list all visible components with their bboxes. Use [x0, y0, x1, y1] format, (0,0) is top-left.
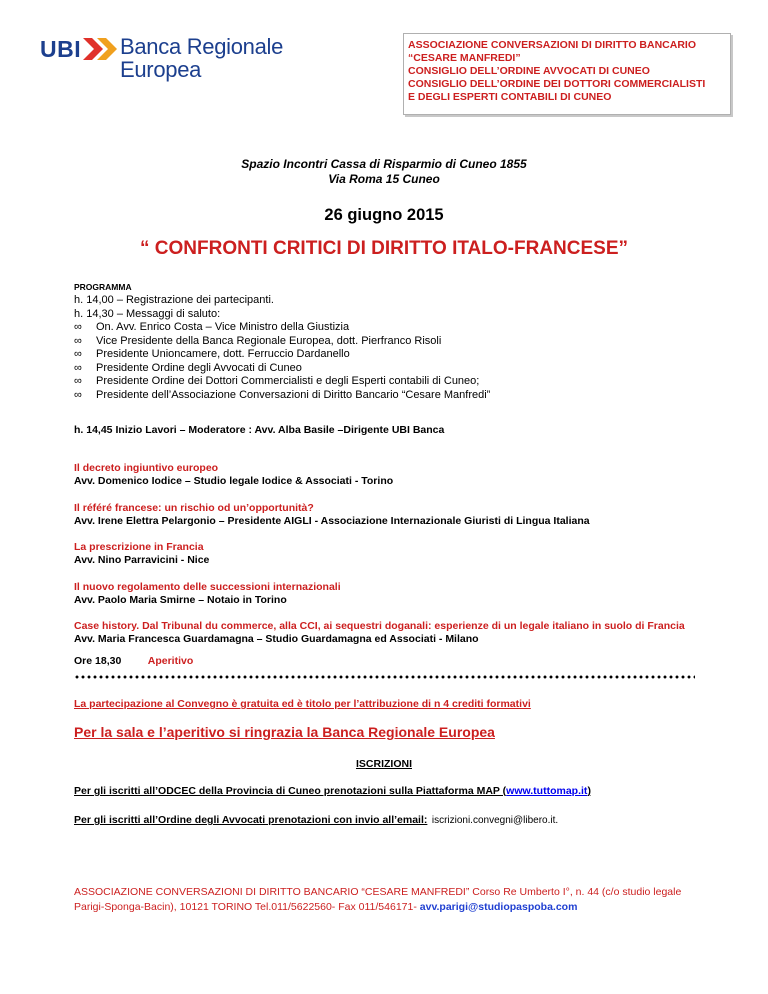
talk-topic: La prescrizione in Francia	[74, 541, 204, 553]
inizio-lavori: h. 14,45 Inizio Lavori – Moderatore : Avv. Alba Basile –Dirigente UBI Banca	[74, 424, 445, 436]
programma-label: PROGRAMMA	[74, 282, 132, 292]
ubi-logo	[40, 30, 310, 82]
iscrizioni-email[interactable]: iscrizioni.convegni@libero.it.	[431, 815, 559, 826]
organizer-line: “CESARE MANFREDI”	[408, 52, 521, 64]
greeting-item: ∞ Presidente dell’Associazione Conversazioni di Diritto Bancario “Cesare Manfredi”	[74, 388, 491, 401]
talk-topic: Il référé francese: un rischio od un’opportunità?	[74, 502, 314, 514]
greeting-item: ∞ Presidente Ordine degli Avvocati di Cuneo	[74, 361, 302, 374]
logo-bank-name: Banca Regionale Europea	[120, 34, 284, 82]
tuttomap-link[interactable]: www.tuttomap.it	[506, 785, 588, 797]
infinity-bullet-icon: ∞	[74, 348, 82, 360]
crediti-note: La partecipazione al Convegno è gratuita ed è titolo per l’attribuzione di n 4 crediti formativi	[74, 698, 531, 710]
talk-topic: Il decreto ingiuntivo europeo	[74, 462, 219, 474]
infinity-bullet-icon: ∞	[74, 361, 82, 374]
aperitivo-row	[74, 653, 193, 668]
infinity-bullet-icon: ∞	[74, 375, 82, 387]
talk	[74, 502, 590, 528]
event-title: “ CONFRONTI CRITICI DI DIRITTO ITALO-FRANCESE”	[140, 238, 628, 259]
greeting-item: ∞ Presidente Ordine dei Dottori Commercialisti e degli Esperti contabili di Cuneo;	[74, 375, 480, 387]
iscrizioni-heading: ISCRIZIONI	[355, 758, 412, 770]
talk-speaker: Avv. Domenico Iodice – Studio legale Iodice & Associati - Torino	[74, 475, 394, 487]
venue: Spazio Incontri Cassa di Risparmio di Cuneo 1855 Via Roma 15 Cuneo	[241, 157, 527, 186]
organizer-line: ASSOCIAZIONE CONVERSAZIONI DI DIRITTO BANCARIO	[408, 39, 696, 51]
talk-speaker: Avv. Nino Parravicini - Nice	[74, 554, 210, 566]
talk	[74, 541, 209, 567]
iscrizioni-avvocati: Per gli iscritti all’Ordine degli Avvocati prenotazioni con invio all’email: iscrizioni.convegni@libero.it.	[74, 814, 559, 826]
talk-speaker: Avv. Maria Francesca Guardamagna – Studio Guardamagna ed Associati - Milano	[74, 633, 479, 645]
organizer-line: E DEGLI ESPERTI CONTABILI DI CUNEO	[408, 91, 612, 103]
programma-line: h. 14,00 – Registrazione dei partecipanti.	[74, 294, 274, 306]
event-date: 26 giugno 2015	[324, 206, 444, 224]
infinity-bullet-icon: ∞	[74, 334, 82, 347]
talk	[74, 620, 685, 646]
aperitivo-time: Ore 18,30	[74, 655, 122, 667]
talk	[74, 462, 393, 488]
ringrazia-note: Per la sala e l’aperitivo si ringrazia la Banca Regionale Europea	[74, 724, 495, 740]
talk-topic: Il nuovo regolamento delle successioni internazionali	[74, 581, 341, 593]
logo-arrows-icon	[83, 36, 117, 62]
footer-address: ASSOCIAZIONE CONVERSAZIONI DI DIRITTO BANCARIO “CESARE MANFREDI” Corso Re Umberto I°, n. 44 (c/o studio legale Parigi-Sponga-Bacin), 10121 TORINO Tel.011/5622560- Fax 011/546171- avv.parigi@studiopaspoba.com	[74, 886, 682, 913]
talk-speaker: Avv. Irene Elettra Pelargonio – Presidente AIGLI - Associazione Internazionale Giuristi di Lingua Italiana	[74, 515, 590, 527]
programma-list	[74, 294, 490, 402]
talk-topic: Case history. Dal Tribunal du commerce, alla CCI, ai sequestri doganali: esperienze di un legale italiano in suolo di Francia	[74, 620, 685, 632]
infinity-bullet-icon: ∞	[74, 321, 82, 333]
talk-speaker: Avv. Paolo Maria Smirne – Notaio in Torino	[74, 594, 287, 606]
organizer-line: CONSIGLIO DELL’ORDINE DEI DOTTORI COMMERCIALISTI	[408, 78, 706, 90]
organizer-line: CONSIGLIO DELL’ORDINE AVVOCATI DI CUNEO	[408, 65, 650, 77]
talk	[74, 581, 341, 607]
infinity-bullet-icon: ∞	[74, 388, 82, 401]
organizers-box	[403, 33, 731, 115]
greeting-item: ∞ On. Avv. Enrico Costa – Vice Ministro della Giustizia	[74, 321, 350, 333]
logo-ubi-text: UBI	[40, 36, 82, 62]
aperitivo-label: Aperitivo	[147, 655, 194, 667]
greeting-item: ∞ Vice Presidente della Banca Regionale Europea, dott. Pierfranco Risoli	[74, 334, 442, 347]
programma-line: h. 14,30 – Messaggi di saluto:	[74, 307, 221, 320]
greeting-item: ∞ Presidente Unioncamere, dott. Ferruccio Dardanello	[74, 348, 350, 360]
dotted-divider	[74, 674, 695, 680]
iscrizioni-odcec: Per gli iscritti all’ODCEC della Provincia di Cuneo prenotazioni sulla Piattaforma MAP (www.tuttomap.it)	[74, 785, 591, 797]
footer-email[interactable]: avv.parigi@studiopaspoba.com	[419, 901, 578, 913]
